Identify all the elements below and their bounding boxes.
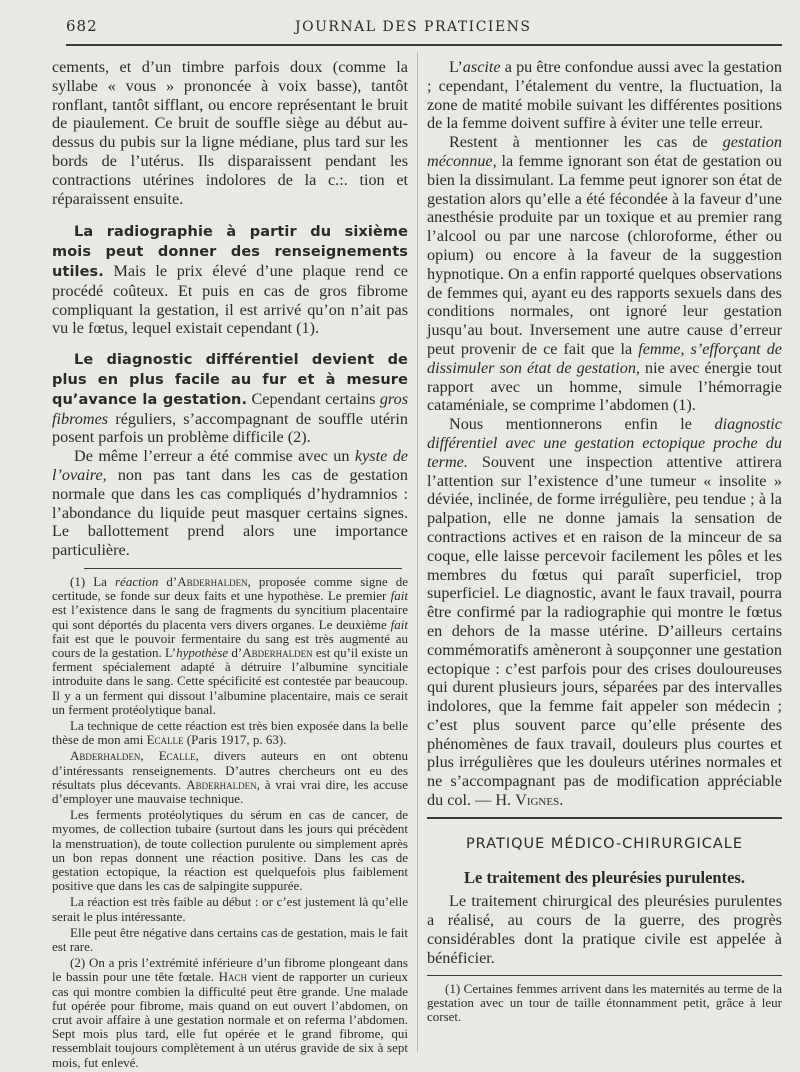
column-divider: [417, 52, 418, 1052]
left-column: [52, 58, 408, 1072]
header-rule: [66, 44, 782, 46]
footnote-faible: La réaction est très faible au début : or c’est justement là qu’elle serait le plus intéressante.: [52, 894, 408, 924]
footnote-rule: [84, 568, 402, 569]
footnote-auteurs: Abderhalden, Ecalle, divers auteurs en ont obtenu d’intéressants renseignements. D’autres chercheurs ont eu des résultats plus décevants. Abderhalden, à vrai vrai dire, les accuse d’employer une mauvaise technique.: [52, 748, 408, 806]
page-header: [0, 0, 800, 36]
right-column: [427, 58, 782, 1026]
section-title: PRATIQUE MÉDICO-CHIRURGICALE: [465, 835, 744, 852]
footnote-1: (1) La réaction d’Abderhalden, proposée comme signe de certitude, se fonde sur deux faits et une hypothèse. Le premier fait est l’existence dans le sang de fragments du syncitium placentaire qui sont déportés du placenta vers divers organes. Le deuxième fait fait est que le pouvoir fermentaire du sang est très augmenté au cours de la gestation. L’hypothèse d’Abderhalden est qu’il existe un ferment spécialement adapté à détruire l’albumine syncitiale introduite dans le sang. Cette spécificité est contestée par beaucoup. Il y a un ferment qui dissout l’albumine placentaire, mais ce serait un ferment protéolytique banal.: [52, 573, 408, 717]
paragraph-heading: Le diagnostic différentiel devient de plus en plus facile au fur et à mesure qu’avance la gestation.: [52, 352, 408, 408]
paragraph-kyste: De même l’erreur a été commise avec un kyste de l’ovaire, non pas tant dans les cas de gestation normale que dans les cas compliqués d’hydramnios : l’abondance du liquide peut masquer certains signes. Le ballottement prend alors une importance particulière.: [52, 447, 408, 560]
journal-title: JOURNAL DES PRATICIENS: [295, 19, 532, 35]
paragraph-radiographie: La radiographie à partir du sixième mois peut donner des renseignements utiles. Mais le prix élevé d’une plaque rend ce procédé coûteux. Et puis en cas de gros fibrome compliquant la gestation, il est arrivé qu’on n’ait pas vu le fœtus, lequel existait cependant (1).: [52, 224, 408, 338]
footnotes-left: [52, 575, 408, 1070]
paragraph-pleuresies: Le traitement chirurgical des pleurésies purulentes a réalisé, au cours de la guerre, des progrès considérables dont la pratique civile est appelée à bénéficier.: [427, 892, 782, 967]
footnote-rule: [427, 975, 782, 976]
footnote-corset: (1) Certaines femmes arrivent dans les maternités au terme de la gestation avec un tour de taille étonnamment petit, grâce à leur corset.: [427, 980, 782, 1025]
footnote-negative: Elle peut être négative dans certains cas de gestation, mais le fait est rare.: [52, 924, 408, 954]
paragraph-ascite: L’ascite a pu être confondue aussi avec la gestation ; cependant, l’étalement du ventre, la fluctuation, la zone de matité mobile suivant les différentes positions de la femme doivent suffire à éviter une telle erreur.: [427, 58, 782, 133]
paragraph-gestation-meconnue: Restent à mentionner les cas de gestation méconnue, la femme ignorant son état de gestation ou bien la dissimulant. La femme peut ignorer son état de gestation alors qu’elle a été fécondée à la faveur d’une anesthésie produite par un toxique et au premier rang l’alcool ou par une narcose (chloroforme, éther ou opium) ou encore à la faveur de la suggestion hypnotique. On a enfin rapporté quelques observations de femmes qui, ayant eu des rapports sexuels dans des conditions normales, ont ignoré leur gestation jusqu’au bout. Inversement une autre cause d’erreur peut provenir de ce fait que la femme, s’efforçant de dissimuler son état de gestation, nie avec énergie tout rapport avec un homme, simule l’hémorragie cataméniale, se comprime l’abdomen (1).: [427, 133, 782, 415]
article-title: Le traitement des pleurésies purulentes.: [464, 867, 745, 887]
paragraph-souffle: cements, et d’un timbre parfois doux (comme la syllabe « vous » prononcée à voix basse), tantôt ronflant, tantôt sifflant, ou encore représentant le bruit de piaulement. Ce bruit de souffle siège au début au-dessus du pubis sur la ligne médiane, plus tard sur les bords de l’utérus. Ils disparaissent pendant les contractions utérines indolores de la c.:. tion et réparaissent ensuite.: [52, 58, 408, 208]
paragraph-gestation-ectopique: Nous mentionnerons enfin le diagnostic différentiel avec une gestation ectopique proche du terme. Souvent une inspection attentive attirera l’attention sur l’existence d’une tumeur « insolite » déviée, inclinée, de forme irrégulière, peu tendue ; à la palpation, elle ne donne jamais la sensation de contractions actives et en raison de la minceur de sa coque, elle laisse percevoir facilement les pôles et les membres du fœtus qui paraît superficiel, trop superficiel. Le diagnostic, avant le faux travail, pourra être confirmé par la radiographie qui montre le fœtus en dehors de la masse utérine. D’ailleurs certains commémoratifs amèneront à soupçonner une gestation ectopique : c’est parfois pour des crises douloureuses qui durent plusieurs jours, séparées par des intervalles indolores, que la femme fait appeler son médecin ; c’est plus souvent parce qu’elle présente des phénomènes de faux travail, douleurs plus courtes et plus irrégulières que les douleurs utérines normales et ne s’accompagnant pas de modification appréciable du col. — H. Vignes.: [427, 415, 782, 810]
footnotes-right: [427, 982, 782, 1025]
section-rule: [427, 817, 782, 819]
footnote-ferments: Les ferments protéolytiques du sérum en cas de cancer, de myomes, de collection tubaire (surtout dans les jours qui précèdent la menstruation), de toute collection purulente ou simplement après un bon repas donnent une réaction positive. Dans les cas de gestation ectopique, la réaction est quelquefois plus faiblement positive que dans les cas de salpingite suppurée.: [52, 807, 408, 894]
author-signature: Vignes: [515, 791, 560, 810]
footnote-technique: La technique de cette réaction est très bien exposée dans la belle thèse de mon ami Ecalle (Paris 1917, p. 63).: [52, 717, 408, 748]
page-number: 682: [66, 17, 98, 35]
paragraph-diagnostic-differentiel: Le diagnostic différentiel devient de plus en plus facile au fur et à mesure qu’avance la gestation. Cependant certains gros fibromes réguliers, s’accompagnant de souffle utérin posent parfois un problème difficile (2).: [52, 352, 408, 447]
footnote-2: (2) On a pris l’extrémité inférieure d’un fibrome plongeant dans le bassin pour une tête fœtale. Hach vient de rapporter un curieux cas qui montre combien la difficulté peut être grande. Une malade fut opérée pour fibrome, mais quand on eut ouvert l’abdomen, on crut avoir affaire à une gestation normale et on referma l’abdomen. Sept mois plus tard, elle fut opérée et le grand fibrome, qui ressemblait toujours complètement à un utérus gravide de six à sept mois, fut enlevé.: [52, 955, 408, 1070]
paragraph-heading: La radiographie à partir du sixième mois peut donner des renseignements utiles.: [52, 224, 408, 280]
